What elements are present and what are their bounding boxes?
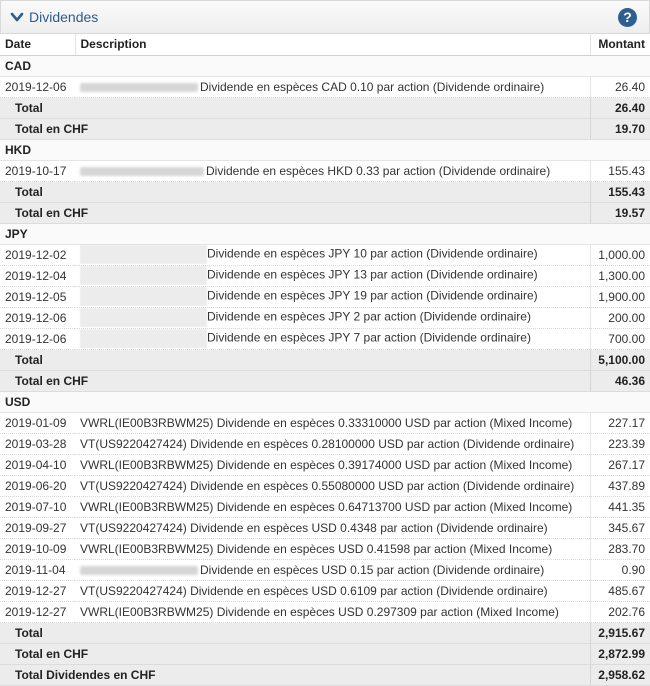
row-description: [75, 328, 590, 349]
currency-label: HKD: [0, 139, 650, 160]
row-date: 2019-10-17: [0, 160, 75, 181]
total-chf-label: Total en CHF: [0, 118, 590, 139]
total-row: [0, 181, 650, 202]
table-row: [0, 307, 650, 328]
row-amount: 1,900.00: [590, 286, 650, 307]
row-description: [75, 475, 590, 496]
row-description: [75, 517, 590, 538]
row-description-text: VT(US9220427424) Dividende en espèces USD 0.6109 par action (Dividende ordinaire): [80, 583, 548, 598]
currency-row: [0, 391, 650, 412]
total-chf-row: [0, 370, 650, 391]
total-chf-label: Total en CHF: [0, 202, 590, 223]
row-description-text: VWRL(IE00B3RBWM25) Dividende en espèces 0.33310000 USD par action (Mixed Income): [80, 415, 573, 430]
row-amount: 0.90: [590, 559, 650, 580]
row-amount: 345.67: [590, 517, 650, 538]
total-label: Total: [0, 181, 590, 202]
row-description: [75, 244, 590, 265]
row-description-text: Dividende en espèces HKD 0.33 par action (Dividende ordinaire): [206, 163, 551, 178]
row-description-text: Dividende en espèces JPY 19 par action (Dividende ordinaire): [207, 288, 538, 303]
table-row: [0, 433, 650, 454]
grand-total-value: 2,958.62: [590, 664, 650, 685]
row-date: 2019-01-09: [0, 412, 75, 433]
table-row: [0, 559, 650, 580]
total-row: [0, 622, 650, 643]
total-chf-row: [0, 118, 650, 139]
redacted-spacer: [80, 266, 207, 285]
total-label: Total: [0, 622, 590, 643]
row-amount: 26.40: [590, 76, 650, 97]
total-chf-value: 19.70: [590, 118, 650, 139]
row-amount: 437.89: [590, 475, 650, 496]
column-header-amount[interactable]: Montant: [590, 34, 650, 55]
redacted-spacer: [80, 329, 207, 348]
currency-row: [0, 55, 650, 76]
table-row: [0, 265, 650, 286]
row-description-text: VWRL(IE00B3RBWM25) Dividende en espèces USD 0.41598 par action (Mixed Income): [80, 541, 553, 556]
row-description-text: VT(US9220427424) Dividende en espèces 0.28100000 USD par action (Dividende ordinaire): [80, 436, 575, 451]
row-date: 2019-12-05: [0, 286, 75, 307]
chevron-down-icon[interactable]: [9, 9, 25, 25]
table-row: [0, 412, 650, 433]
currency-label: CAD: [0, 55, 650, 76]
table-row: [0, 517, 650, 538]
row-date: 2019-07-10: [0, 496, 75, 517]
help-icon[interactable]: ?: [618, 8, 637, 27]
total-chf-label: Total en CHF: [0, 370, 590, 391]
total-value: 155.43: [590, 181, 650, 202]
redacted-name: [80, 566, 198, 575]
row-description-text: VWRL(IE00B3RBWM25) Dividende en espèces 0.64713700 USD par action (Mixed Income): [80, 499, 573, 514]
row-description: [75, 538, 590, 559]
total-chf-row: [0, 202, 650, 223]
row-description-text: Dividende en espèces JPY 2 par action (Dividende ordinaire): [207, 309, 531, 324]
total-value: 2,915.67: [590, 622, 650, 643]
row-date: 2019-12-02: [0, 244, 75, 265]
currency-row: [0, 139, 650, 160]
row-amount: 202.76: [590, 601, 650, 622]
row-date: 2019-12-27: [0, 580, 75, 601]
row-amount: 1,300.00: [590, 265, 650, 286]
panel-header[interactable]: [0, 0, 650, 34]
currency-label: JPY: [0, 223, 650, 244]
currency-label: USD: [0, 391, 650, 412]
redacted-name: [80, 167, 204, 176]
row-date: 2019-04-10: [0, 454, 75, 475]
row-amount: 200.00: [590, 307, 650, 328]
row-description-text: VWRL(IE00B3RBWM25) Dividende en espèces USD 0.297309 par action (Mixed Income): [80, 604, 559, 619]
redacted-spacer: [80, 287, 207, 306]
redacted-spacer: [80, 308, 207, 327]
row-description-text: VWRL(IE00B3RBWM25) Dividende en espèces 0.39174000 USD par action (Mixed Income): [80, 457, 573, 472]
redacted-spacer: [80, 245, 207, 264]
table-row: [0, 454, 650, 475]
row-description: [75, 496, 590, 517]
row-amount: 441.35: [590, 496, 650, 517]
total-value: 5,100.00: [590, 349, 650, 370]
currency-row: [0, 223, 650, 244]
row-description: [75, 76, 590, 97]
row-description: [75, 454, 590, 475]
row-date: 2019-03-28: [0, 433, 75, 454]
column-header-date[interactable]: Date: [0, 34, 75, 55]
total-chf-value: 2,872.99: [590, 643, 650, 664]
row-date: 2019-12-06: [0, 76, 75, 97]
row-description: [75, 307, 590, 328]
row-description: [75, 286, 590, 307]
row-description: [75, 559, 590, 580]
column-header-description[interactable]: Description: [75, 34, 590, 55]
row-description-text: Dividende en espèces JPY 10 par action (Dividende ordinaire): [207, 246, 538, 261]
total-chf-row: [0, 643, 650, 664]
row-amount: 1,000.00: [590, 244, 650, 265]
total-label: Total: [0, 97, 590, 118]
grand-total-label: Total Dividendes en CHF: [0, 664, 590, 685]
total-row: [0, 97, 650, 118]
row-date: 2019-12-27: [0, 601, 75, 622]
table-header-row: [0, 34, 650, 55]
row-description-text: VT(US9220427424) Dividende en espèces USD 0.4348 par action (Dividende ordinaire): [80, 520, 548, 535]
row-description-text: Dividende en espèces JPY 7 par action (Dividende ordinaire): [207, 330, 531, 345]
row-description-text: Dividende en espèces CAD 0.10 par action (Dividende ordinaire): [200, 79, 545, 94]
row-date: 2019-10-09: [0, 538, 75, 559]
total-chf-value: 46.36: [590, 370, 650, 391]
row-date: 2019-09-27: [0, 517, 75, 538]
table-row: [0, 475, 650, 496]
row-description-text: VT(US9220427424) Dividende en espèces 0.55080000 USD par action (Dividende ordinaire): [80, 478, 575, 493]
row-amount: 485.67: [590, 580, 650, 601]
row-amount: 700.00: [590, 328, 650, 349]
panel-title: Dividendes: [29, 9, 99, 25]
total-label: Total: [0, 349, 590, 370]
redacted-name: [80, 83, 198, 92]
row-description: [75, 433, 590, 454]
row-amount: 227.17: [590, 412, 650, 433]
row-description-text: Dividende en espèces USD 0.15 par action (Dividende ordinaire): [200, 562, 545, 577]
total-value: 26.40: [590, 97, 650, 118]
row-description: [75, 412, 590, 433]
total-chf-label: Total en CHF: [0, 643, 590, 664]
row-description: [75, 580, 590, 601]
row-description: [75, 160, 590, 181]
row-amount: 223.39: [590, 433, 650, 454]
table-row: [0, 496, 650, 517]
row-amount: 267.17: [590, 454, 650, 475]
row-description-text: Dividende en espèces JPY 13 par action (Dividende ordinaire): [207, 267, 538, 282]
table-row: [0, 76, 650, 97]
row-amount: 283.70: [590, 538, 650, 559]
row-date: 2019-12-04: [0, 265, 75, 286]
total-row: [0, 349, 650, 370]
row-date: 2019-06-20: [0, 475, 75, 496]
grand-total-row: [0, 664, 650, 685]
row-amount: 155.43: [590, 160, 650, 181]
table-row: [0, 160, 650, 181]
row-date: 2019-12-06: [0, 307, 75, 328]
row-description: [75, 601, 590, 622]
row-date: 2019-11-04: [0, 559, 75, 580]
dividends-table: [0, 34, 650, 686]
total-chf-value: 19.57: [590, 202, 650, 223]
table-row: [0, 538, 650, 559]
table-row: [0, 244, 650, 265]
table-row: [0, 580, 650, 601]
row-description: [75, 265, 590, 286]
table-row: [0, 601, 650, 622]
row-date: 2019-12-06: [0, 328, 75, 349]
table-row: [0, 286, 650, 307]
table-row: [0, 328, 650, 349]
